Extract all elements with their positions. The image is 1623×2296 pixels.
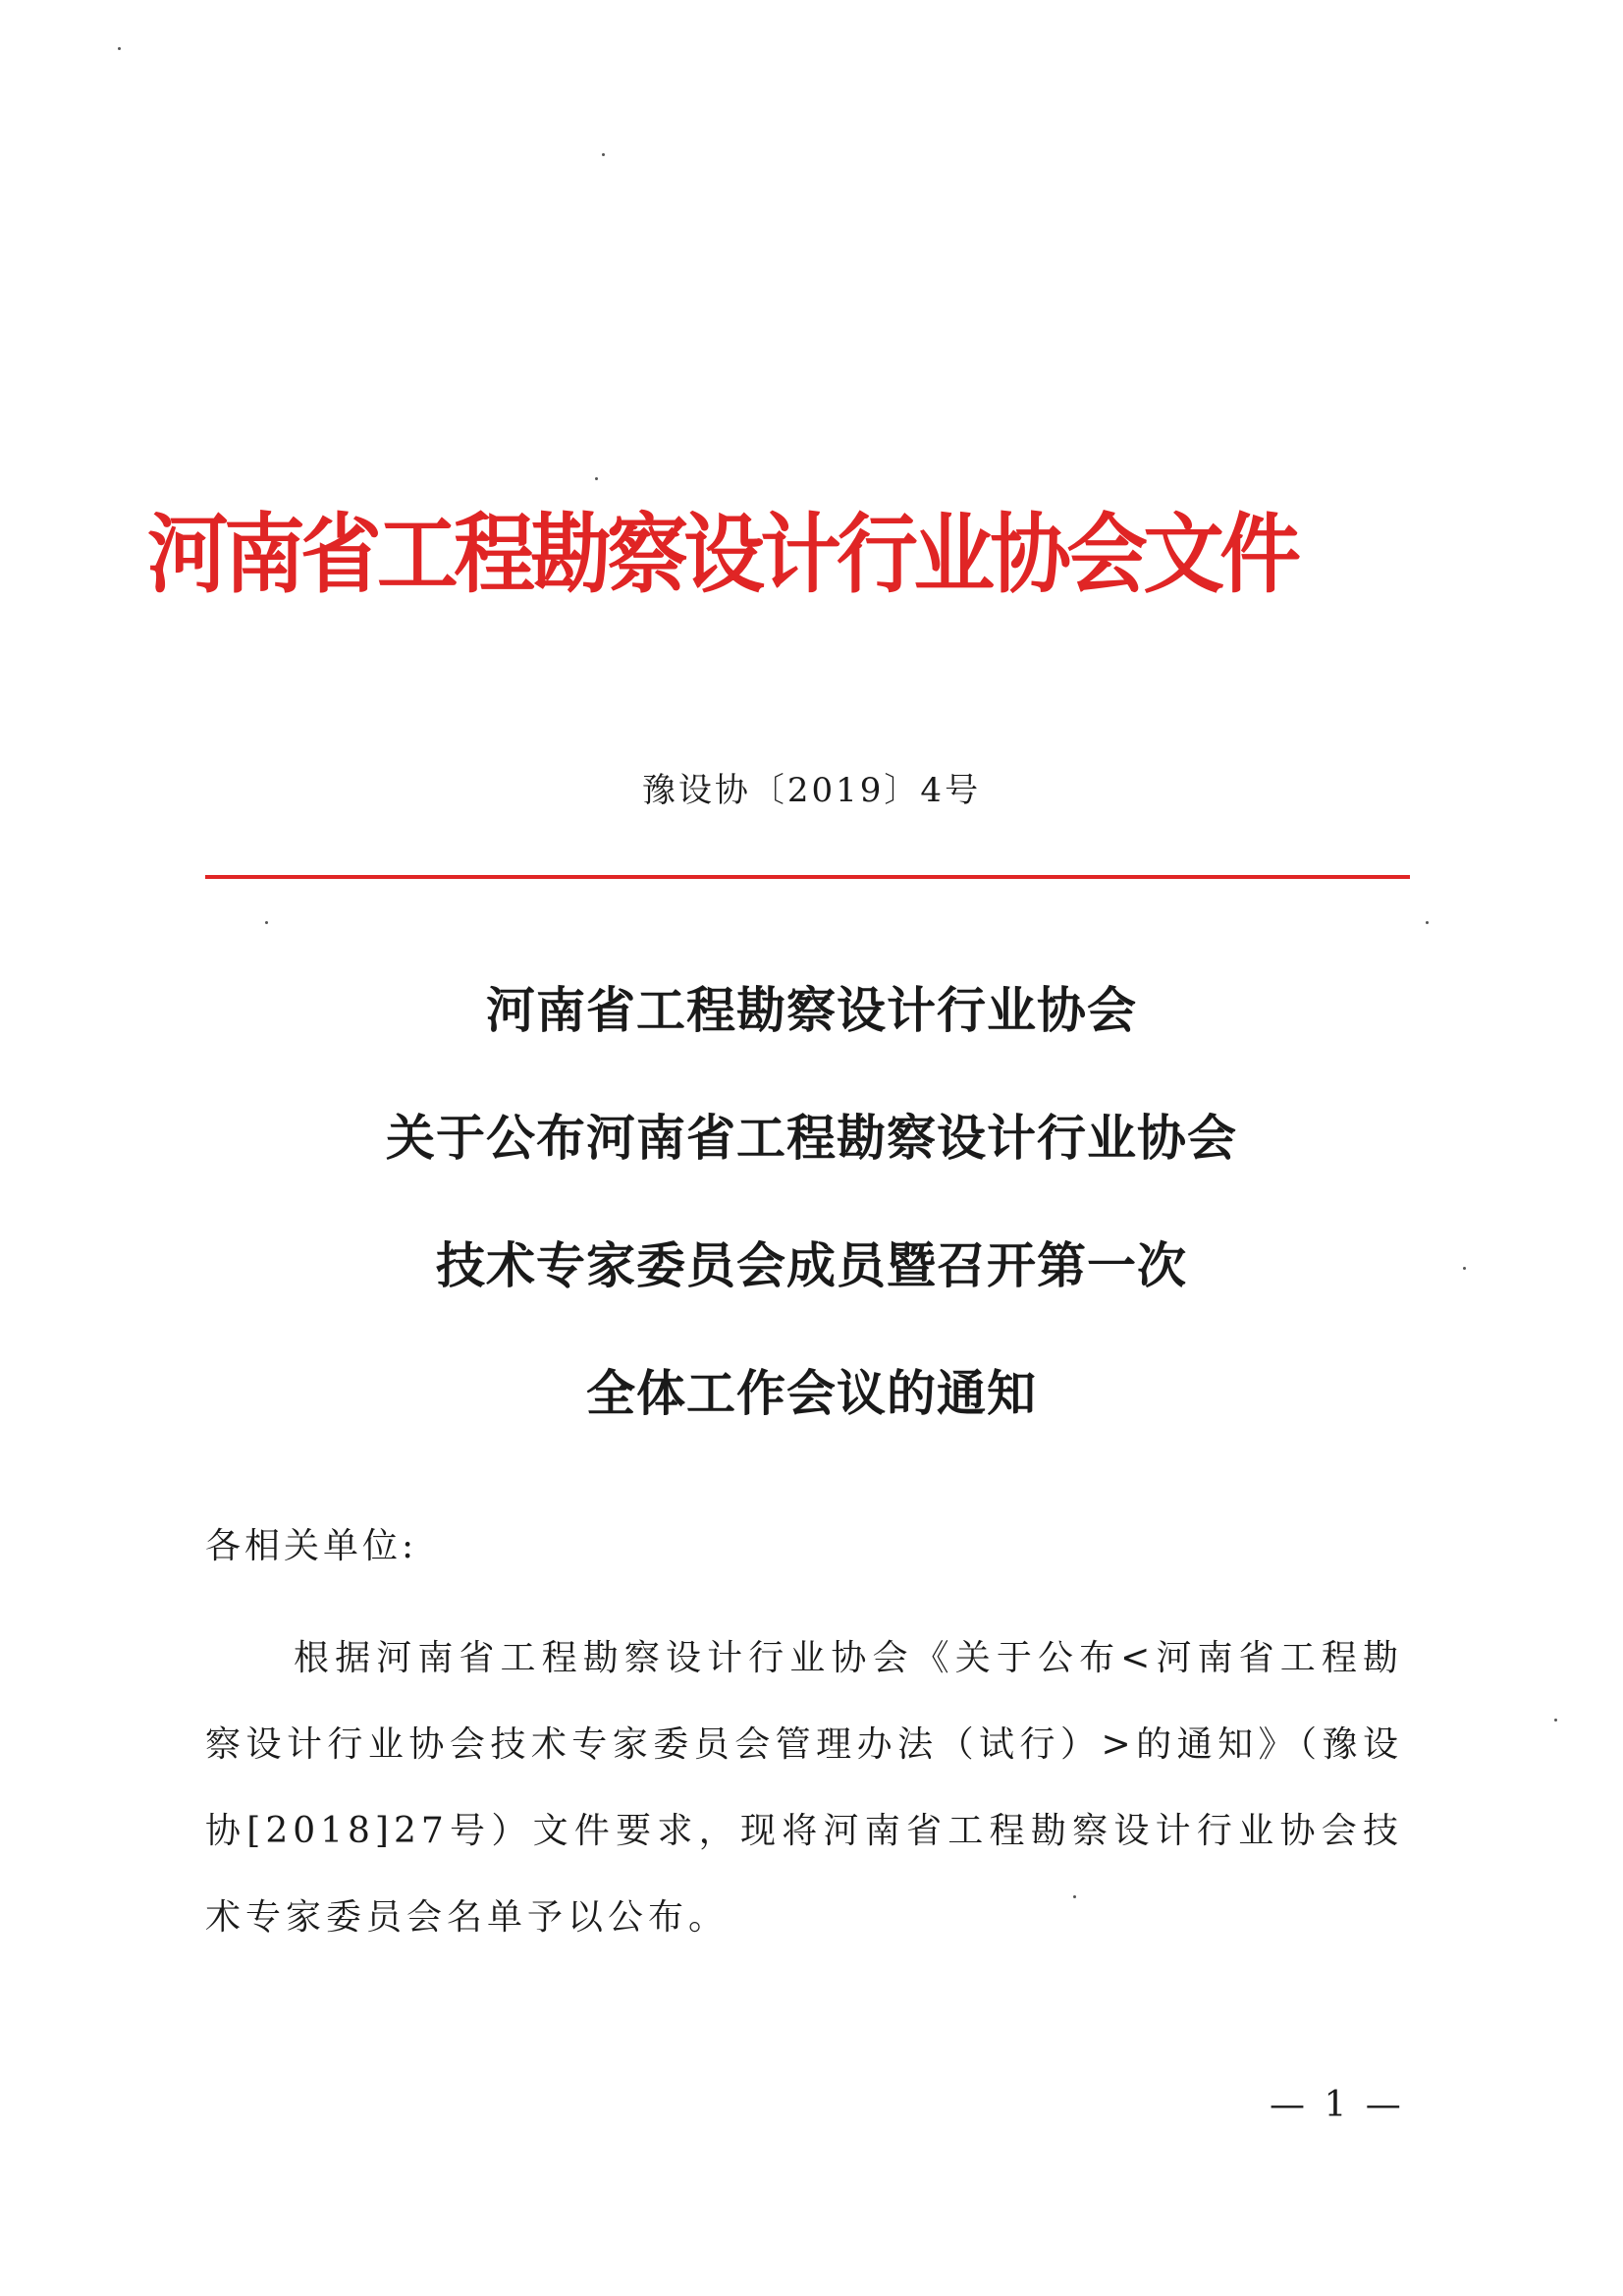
scan-speck <box>595 477 598 480</box>
scan-speck <box>1426 921 1429 924</box>
scan-speck <box>602 153 605 156</box>
scan-speck <box>1554 1719 1557 1722</box>
title-line-2: 关于公布河南省工程勘察设计行业协会 <box>386 1109 1237 1167</box>
body-paragraph: 根据河南省工程勘察设计行业协会《关于公布<河南省工程勘察设计行业协会技术专家委员会管理办法（试行）>的通知》（豫设协[2018]27号）文件要求，现将河南省工程勘察设计行业协会技术专家委员会名单予以公布。 <box>205 1638 1403 1938</box>
scan-speck <box>118 47 121 50</box>
document-header: 河南省工程勘察设计行业协会文件 <box>147 503 1297 605</box>
title-line-4: 全体工作会议的通知 <box>586 1364 1037 1422</box>
page-number: — 1 — <box>1270 2085 1405 2125</box>
title-line-1: 河南省工程勘察设计行业协会 <box>486 981 1137 1039</box>
document-number: 豫设协〔2019〕4号 <box>641 771 982 810</box>
scan-speck <box>1073 1895 1076 1898</box>
title-line-3: 技术专家委员会成员暨召开第一次 <box>436 1236 1187 1294</box>
scan-speck <box>265 921 268 924</box>
salutation: 各相关单位: <box>205 1526 418 1566</box>
red-separator-line <box>205 875 1410 879</box>
notice-title <box>0 981 1623 1497</box>
scan-speck <box>1463 1267 1466 1270</box>
